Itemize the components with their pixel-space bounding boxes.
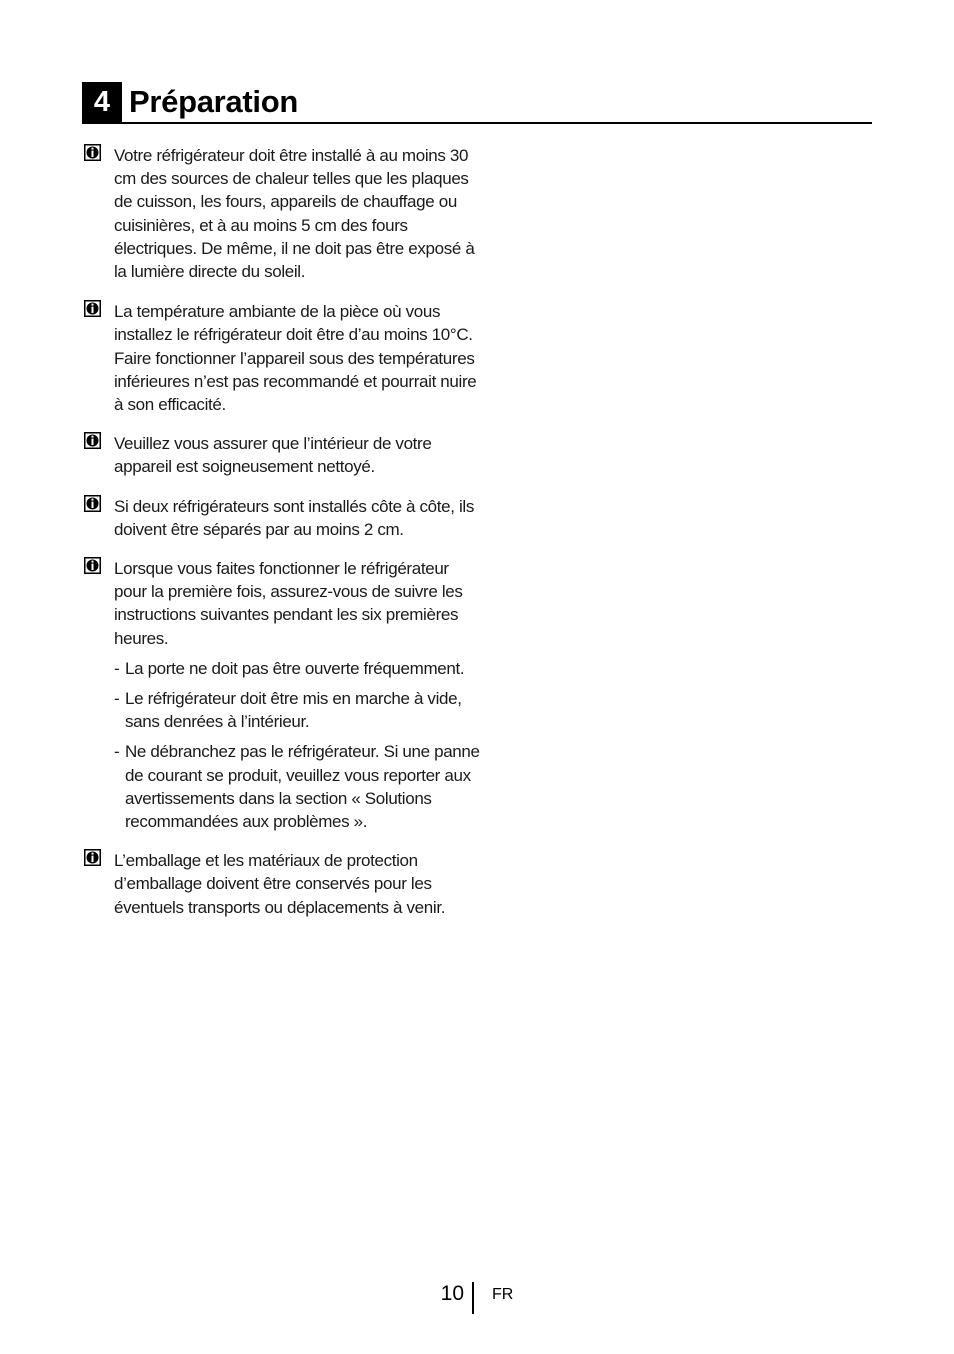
instruction-list bbox=[114, 657, 482, 833]
list-item-text: Ne débranchez pas le réfrigérateur. Si une panne de courant se produit, veuillez vous reporter aux avertissements dans la section « Solutions recommandées aux problèmes ». bbox=[125, 742, 480, 832]
info-icon bbox=[84, 849, 101, 866]
list-item bbox=[114, 657, 482, 680]
list-item bbox=[114, 687, 482, 733]
list-item-text: Le réfrigérateur doit être mis en marche à vide, sans denrées à l’intérieur. bbox=[125, 689, 462, 732]
chapter-header bbox=[82, 82, 872, 124]
info-icon bbox=[84, 557, 101, 574]
dash-bullet: - bbox=[114, 658, 120, 678]
dash-bullet: - bbox=[114, 689, 120, 709]
info-icon bbox=[84, 432, 101, 449]
note-item bbox=[82, 849, 482, 919]
note-item bbox=[82, 557, 482, 833]
notes-list bbox=[82, 144, 482, 935]
list-item bbox=[114, 740, 482, 833]
note-text: L’emballage et les matériaux de protection d’emballage doivent être conservés pour les éventuels transports ou déplacements à venir. bbox=[114, 851, 446, 917]
note-text: Lorsque vous faites fonctionner le réfrigérateur pour la première fois, assurez-vous de suivre les instructions suivantes pendant les six premières heures. bbox=[114, 559, 463, 648]
info-icon bbox=[84, 144, 101, 161]
info-icon bbox=[84, 300, 101, 317]
info-icon bbox=[84, 495, 101, 512]
language-code: FR bbox=[492, 1286, 514, 1303]
footer-divider bbox=[472, 1282, 474, 1314]
note-item bbox=[82, 144, 482, 283]
chapter-number: 4 bbox=[82, 82, 122, 122]
dash-bullet: - bbox=[114, 742, 120, 762]
note-text: Si deux réfrigérateurs sont installés côte à côte, ils doivent être séparés par au moins 2 cm. bbox=[114, 496, 475, 539]
note-item bbox=[82, 495, 482, 541]
note-text: Votre réfrigérateur doit être installé à au moins 30 cm des sources de chaleur telles que les plaques de cuisson, les fours, appareils de chauffage ou cuisinières, et à au moins 5 cm des fours électriques. De même, il ne doit pas être exposé à la lumière directe du soleil. bbox=[114, 146, 475, 282]
page-title: Préparation bbox=[129, 84, 298, 119]
note-text: Veuillez vous assurer que l’intérieur de votre appareil est soigneusement nettoyé. bbox=[114, 434, 432, 477]
list-item-text: La porte ne doit pas être ouverte fréquemment. bbox=[125, 658, 465, 678]
note-item bbox=[82, 300, 482, 416]
note-item bbox=[82, 432, 482, 478]
page-number: 10 bbox=[440, 1282, 464, 1305]
note-text: La température ambiante de la pièce où vous installez le réfrigérateur doit être d’au moins 10°C. Faire fonctionner l’appareil sous des températures inférieures n’est pas recommandé et pourrait nuire à son efficacité. bbox=[114, 302, 477, 415]
